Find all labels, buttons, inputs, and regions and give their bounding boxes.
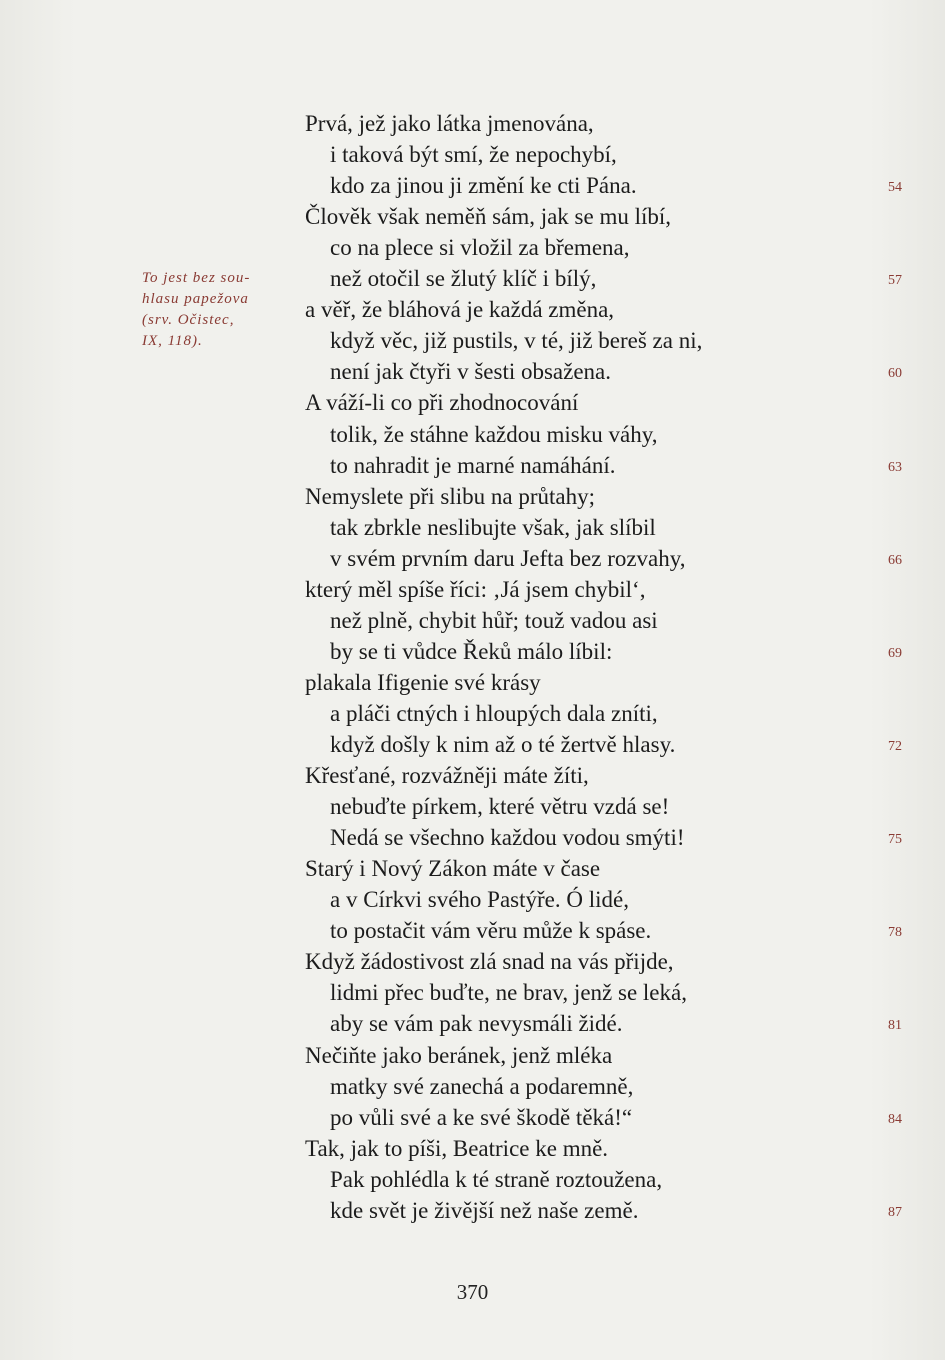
margin-note [142,268,292,352]
verse-line: a v Církvi svého Pastýře. Ó lidé, [330,887,629,913]
verse-line: aby se vám pak nevysmáli židé. [330,1011,623,1037]
verse-line: Tak, jak to píši, Beatrice ke mně. [305,1135,609,1161]
verse-line: tolik, že stáhne každou misku váhy, [330,421,658,447]
margin-note-line: hlasu papežova [142,291,249,307]
verse-line: v svém prvním daru Jefta bez rozvahy, [330,545,686,571]
line-number: 54 [888,180,902,196]
verse-line: lidmi přec buďte, ne brav, jenž se leká, [330,980,687,1006]
verse-line: matky své zanechá a podaremně, [330,1073,634,1099]
line-number: 81 [888,1018,902,1034]
line-number: 63 [888,459,902,475]
verse-line: Když žádostivost zlá snad na vás přijde, [305,949,674,975]
verse-line: co na plece si vložil za břemena, [330,235,630,261]
verse-line: to nahradit je marné namáhání. [330,452,616,478]
verse-line: plakala Ifigenie své krásy [305,669,541,695]
verse-line: Nečiňte jako beránek, jenž mléka [305,1042,613,1068]
verse-line: Pak pohlédla k té straně roztoužena, [330,1166,663,1192]
line-number: 57 [888,273,902,289]
verse-line: Nedá se všechno každou vodou smýti! [330,825,685,851]
line-number: 87 [888,1204,902,1220]
line-number: 69 [888,645,902,661]
line-number: 84 [888,1111,902,1127]
verse-line: to postačit vám věru může k spáse. [330,918,652,944]
verse-line: a pláči ctných i hloupých dala zníti, [330,700,658,726]
verse-line: A váží-li co při zhodnocování [305,390,579,416]
page-number: 370 [456,1280,489,1304]
verse-line: kdo za jinou ji změní ke cti Pána. [330,173,637,199]
verse-line: i taková být smí, že nepochybí, [330,142,617,168]
verse-line: kde svět je živější než naše země. [330,1197,639,1223]
line-number: 72 [888,739,902,754]
verse-line: když věc, již pustils, v té, již bereš za ni, [330,328,703,354]
verse-line: Prvá, jež jako látka jmenována, [305,111,594,136]
verse-line: Křesťané, rozvážněji máte žíti, [305,763,589,789]
verse-line: než otočil se žlutý klíč i bílý, [330,266,597,292]
line-number: 78 [888,925,902,941]
verse-line: nebuďte pírkem, které větru vzdá se! [330,794,670,820]
verse-line: Nemyslete při slibu na průtahy; [305,483,595,509]
verse-line: tak zbrkle neslibujte však, jak slíbil [330,514,656,540]
verse-line: by se ti vůdce Řeků málo líbil: [330,638,613,664]
verse-line: a věř, že bláhová je každá změna, [305,297,615,323]
verse-line: Člověk však neměň sám, jak se mu líbí, [305,204,672,230]
margin-note-line: (srv. Očistec, [142,312,235,328]
verse-line: není jak čtyři v šesti obsažena. [330,359,612,385]
line-number: 60 [888,366,902,382]
line-number: 66 [888,552,902,568]
line-number: 75 [888,832,902,848]
verse-line: po vůli své a ke své škodě těká!“ [330,1104,633,1130]
margin-note-line: IX, 118). [142,333,203,349]
verse-line: Starý i Nový Zákon máte v čase [305,856,601,882]
verse-line: který měl spíše říci: ‚Já jsem chybil‘, [305,576,646,602]
verse-line: než plně, chybit hůř; touž vadou asi [330,607,658,633]
verse-line: když došly k nim až o té žertvě hlasy. [330,732,676,757]
margin-note-line: To jest bez sou- [142,270,251,286]
